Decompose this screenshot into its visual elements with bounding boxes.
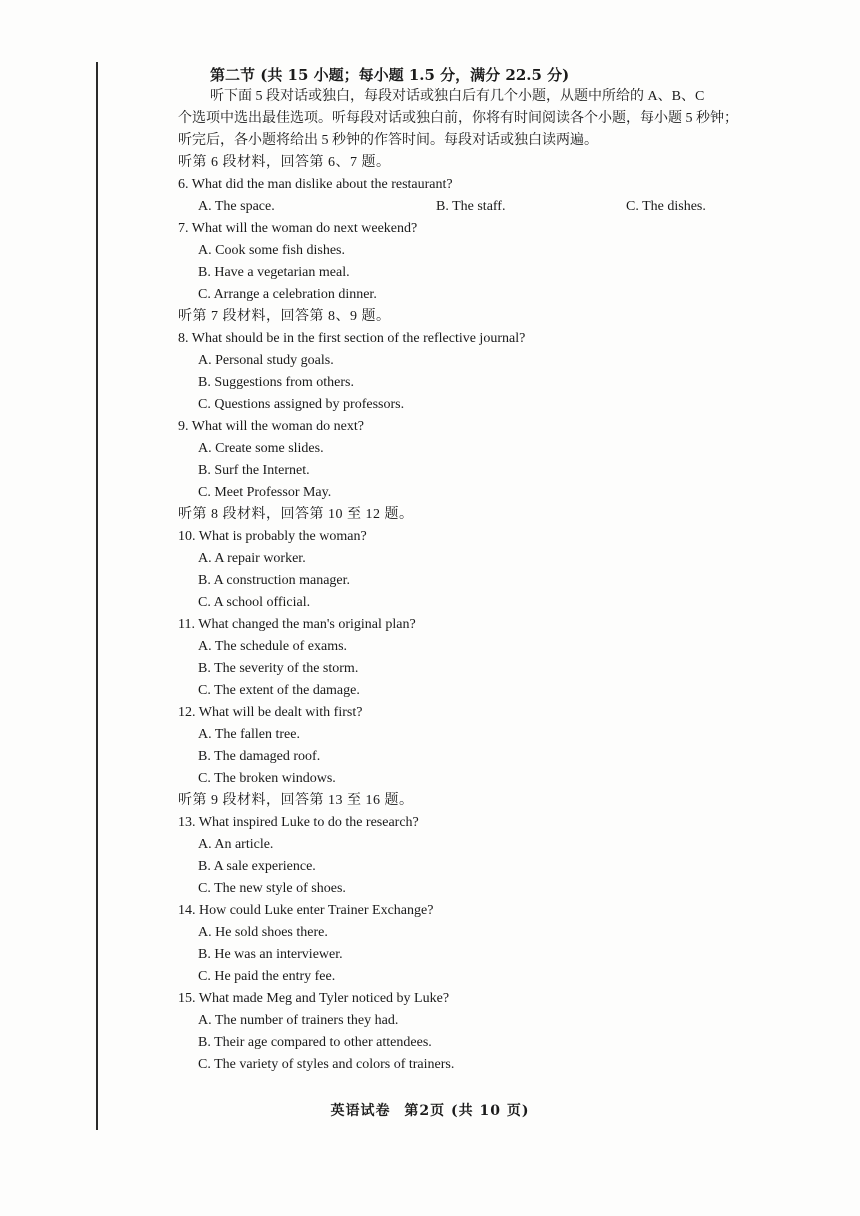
option-b[interactable]: B. Their age compared to other attendees. xyxy=(198,1035,432,1050)
option-a[interactable]: A. The space. xyxy=(198,199,275,214)
option-b[interactable]: B. The staff. xyxy=(436,199,506,214)
option-b[interactable]: B. Surf the Internet. xyxy=(198,463,310,478)
option-c[interactable]: C. He paid the entry fee. xyxy=(198,969,336,984)
instruction-line: 听完后，各小题将给出 5 秒钟的作答时间。每段对话或独白读两遍。 xyxy=(178,133,598,148)
question-stem: 8. What should be in the first section of the reflective journal? xyxy=(178,331,526,346)
option-c[interactable]: C. The extent of the damage. xyxy=(198,683,360,698)
option-a[interactable]: A. An article. xyxy=(198,837,274,852)
footer-page-number: 第2页 (共 10 页) xyxy=(404,1103,530,1119)
option-row xyxy=(178,196,818,218)
section-title: 第二节 (共 15 小题；每小题 1.5 分，满分 22.5 分) xyxy=(210,66,570,84)
question-stem: 11. What changed the man's original plan? xyxy=(178,617,416,632)
group-heading: 听第 9 段材料，回答第 13 至 16 题。 xyxy=(178,793,414,808)
binding-margin-line xyxy=(96,62,98,1130)
option-b[interactable]: B. A sale experience. xyxy=(198,859,316,874)
option-c[interactable]: C. The broken windows. xyxy=(198,771,336,786)
option-c[interactable]: C. Arrange a celebration dinner. xyxy=(198,287,377,302)
option-a[interactable]: A. Personal study goals. xyxy=(198,353,334,368)
instruction-line: 个选项中选出最佳选项。听每段对话或独白前，你将有时间阅读各个小题，每小题 5 秒钟； xyxy=(178,111,738,126)
question-stem: 9. What will the woman do next? xyxy=(178,419,364,434)
option-a[interactable]: A. He sold shoes there. xyxy=(198,925,328,940)
option-b[interactable]: B. A construction manager. xyxy=(198,573,351,588)
option-b[interactable]: B. He was an interviewer. xyxy=(198,947,343,962)
option-b[interactable]: B. Suggestions from others. xyxy=(198,375,354,390)
option-a[interactable]: A. Create some slides. xyxy=(198,441,324,456)
group-heading: 听第 7 段材料，回答第 8、9 题。 xyxy=(178,309,391,324)
instruction-line: 听下面 5 段对话或独白，每段对话或独白后有几个小题，从题中所给的 A、B、C xyxy=(210,89,705,104)
option-c[interactable]: C. The variety of styles and colors of trainers. xyxy=(198,1057,455,1072)
page-content xyxy=(178,64,818,1076)
question-stem: 14. How could Luke enter Trainer Exchange? xyxy=(178,903,434,918)
question-stem: 12. What will be dealt with first? xyxy=(178,705,363,720)
option-a[interactable]: A. A repair worker. xyxy=(198,551,306,566)
question-stem: 6. What did the man dislike about the restaurant? xyxy=(178,177,453,192)
option-b[interactable]: B. Have a vegetarian meal. xyxy=(198,265,350,280)
option-c[interactable]: C. The dishes. xyxy=(626,199,706,214)
question-stem: 15. What made Meg and Tyler noticed by Luke? xyxy=(178,991,450,1006)
question-stem: 10. What is probably the woman? xyxy=(178,529,367,544)
option-a[interactable]: A. The schedule of exams. xyxy=(198,639,348,654)
option-c[interactable]: C. A school official. xyxy=(198,595,311,610)
question-stem: 13. What inspired Luke to do the research? xyxy=(178,815,419,830)
option-a[interactable]: A. The number of trainers they had. xyxy=(198,1013,399,1028)
option-b[interactable]: B. The severity of the storm. xyxy=(198,661,359,676)
option-c[interactable]: C. The new style of shoes. xyxy=(198,881,346,896)
footer-subject: 英语试卷 xyxy=(330,1103,391,1119)
option-c[interactable]: C. Meet Professor May. xyxy=(198,485,332,500)
group-heading: 听第 6 段材料，回答第 6、7 题。 xyxy=(178,155,391,170)
group-heading: 听第 8 段材料，回答第 10 至 12 题。 xyxy=(178,507,414,522)
page-footer xyxy=(0,1100,860,1120)
option-b[interactable]: B. The damaged roof. xyxy=(198,749,321,764)
option-a[interactable]: A. Cook some fish dishes. xyxy=(198,243,345,258)
option-c[interactable]: C. Questions assigned by professors. xyxy=(198,397,405,412)
option-a[interactable]: A. The fallen tree. xyxy=(198,727,300,742)
question-stem: 7. What will the woman do next weekend? xyxy=(178,221,418,236)
